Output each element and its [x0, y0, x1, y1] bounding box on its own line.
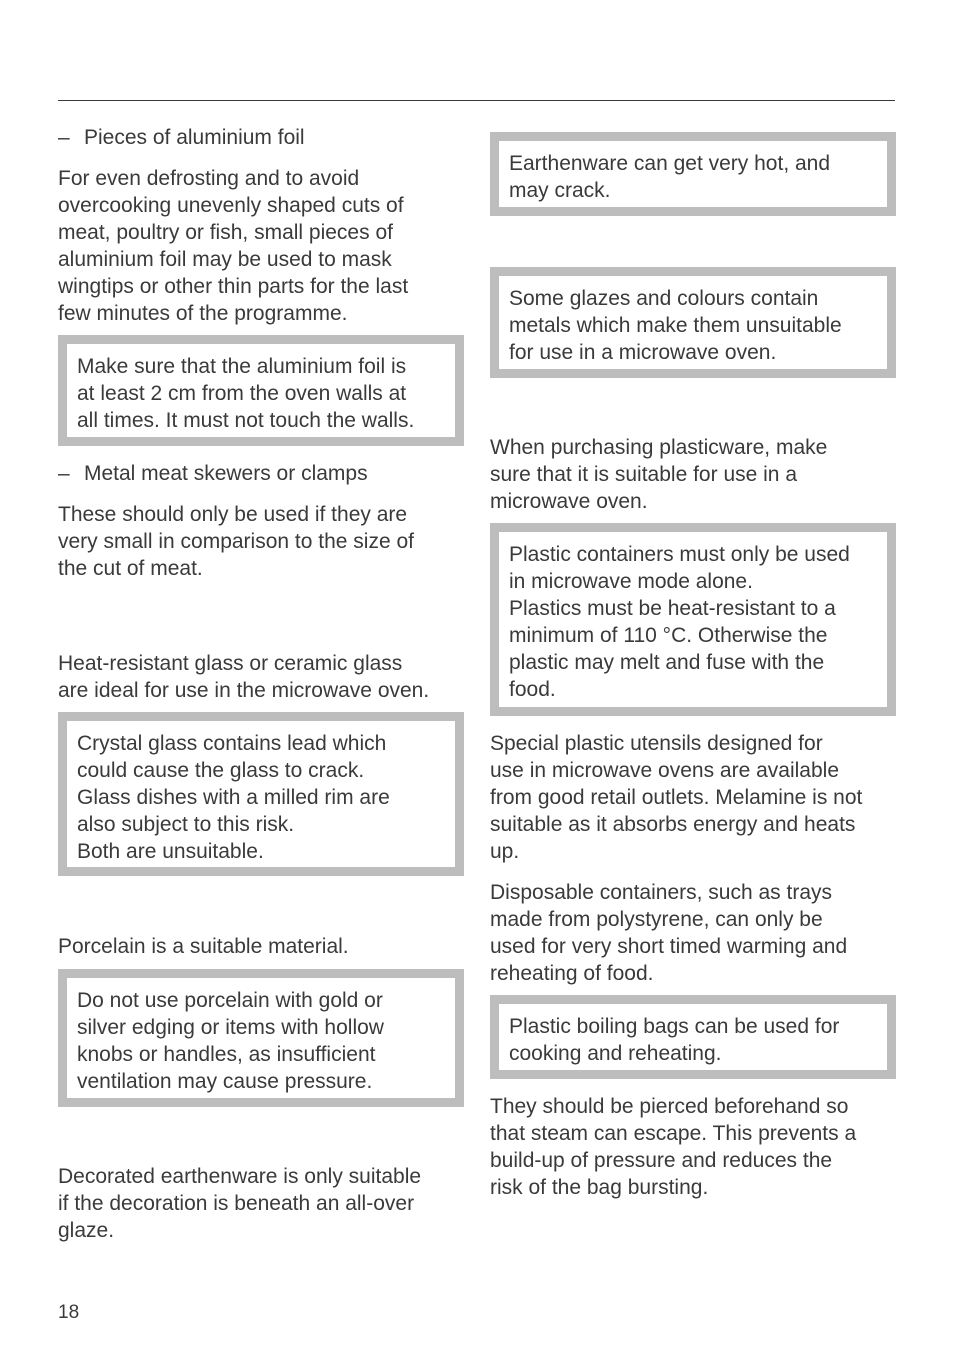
line: Plastic boiling bags can be used for [509, 1015, 840, 1038]
line: could cause the glass to crack. [77, 759, 365, 782]
paragraph-plasticware [490, 434, 827, 515]
line: are ideal for use in the microwave oven. [58, 679, 430, 702]
line: Earthenware can get very hot, and [509, 152, 831, 175]
line: very small in comparison to the size of [58, 530, 414, 553]
line: Do not use porcelain with gold or [77, 989, 383, 1012]
line: ventilation may cause pressure. [77, 1070, 373, 1093]
line: metals which make them unsuitable [509, 314, 842, 337]
line: up. [490, 840, 520, 863]
line: use in microwave ovens are available [490, 759, 840, 782]
line: that steam can escape. This prevents a [490, 1122, 857, 1145]
line: silver edging or items with hollow [77, 1016, 384, 1039]
paragraph-disposable [490, 879, 847, 987]
warning-text [509, 1013, 877, 1067]
line: minimum of 110 °C. Otherwise the [509, 624, 828, 647]
warning-text [77, 353, 445, 434]
line: For even defrosting and to avoid [58, 167, 360, 190]
line: food. [509, 678, 556, 701]
line: glaze. [58, 1219, 115, 1242]
line: wingtips or other thin parts for the last [58, 275, 409, 298]
dash-mark: – [58, 126, 70, 149]
line: reheating of food. [490, 962, 654, 985]
line: Special plastic utensils designed for [490, 732, 823, 755]
line: Porcelain is a suitable material. [58, 935, 349, 958]
line: aluminium foil may be used to mask [58, 248, 392, 271]
line: Plastic containers must only be used [509, 543, 850, 566]
line: Some glazes and colours contain [509, 287, 819, 310]
line: sure that it is suitable for use in a [490, 463, 797, 486]
line: microwave oven. [490, 490, 648, 513]
line: build-up of pressure and reduces the [490, 1149, 833, 1172]
line: all times. It must not touch the walls. [77, 409, 415, 432]
paragraph-glass [58, 650, 429, 704]
warning-box-glazes [490, 267, 896, 378]
paragraph-pierce-bags [490, 1093, 856, 1201]
line: made from polystyrene, can only be [490, 908, 823, 931]
line: also subject to this risk. [77, 813, 295, 836]
line: suitable as it absorbs energy and heats [490, 813, 856, 836]
line: Plastics must be heat-resistant to a [509, 597, 836, 620]
line: Glass dishes with a milled rim are [77, 786, 390, 809]
bullet-aluminium-foil [58, 124, 305, 151]
line: When purchasing plasticware, make [490, 436, 828, 459]
page-number: 18 [58, 1302, 80, 1323]
paragraph-porcelain [58, 933, 349, 960]
line: for use in a microwave oven. [509, 341, 777, 364]
warning-box-porcelain [58, 969, 464, 1107]
warning-text [509, 150, 877, 204]
line: Both are unsuitable. [77, 840, 264, 863]
warning-text [509, 541, 877, 703]
bullet-text: Metal meat skewers or clamps [84, 462, 368, 485]
line: used for very short timed warming and [490, 935, 848, 958]
line: at least 2 cm from the oven walls at [77, 382, 407, 405]
line: overcooking unevenly shaped cuts of [58, 194, 404, 217]
line: Decorated earthenware is only suitable [58, 1165, 422, 1188]
line: knobs or handles, as insufficient [77, 1043, 376, 1066]
paragraph-earthenware [58, 1163, 421, 1244]
warning-text [509, 285, 877, 366]
bullet-metal-skewers [58, 460, 368, 487]
line: meat, poultry or fish, small pieces of [58, 221, 393, 244]
dash-mark: – [58, 462, 70, 485]
line: plastic may melt and fuse with the [509, 651, 825, 674]
warning-box-plastic-containers [490, 523, 896, 716]
line: Make sure that the aluminium foil is [77, 355, 407, 378]
line: in microwave mode alone. [509, 570, 753, 593]
line: may crack. [509, 179, 611, 202]
warning-text [77, 987, 445, 1095]
paragraph-foil-usage [58, 165, 408, 327]
line: Crystal glass contains lead which [77, 732, 387, 755]
warning-box-boiling-bags [490, 995, 896, 1079]
line: the cut of meat. [58, 557, 203, 580]
header-rule [58, 100, 895, 101]
line: Heat-resistant glass or ceramic glass [58, 652, 403, 675]
paragraph-skewers [58, 501, 414, 582]
line: risk of the bag bursting. [490, 1176, 709, 1199]
line: These should only be used if they are [58, 503, 408, 526]
line: from good retail outlets. Melamine is not [490, 786, 863, 809]
warning-text [77, 730, 445, 865]
warning-box-earthenware [490, 132, 896, 216]
bullet-text: Pieces of aluminium foil [84, 126, 305, 149]
paragraph-special-plastic [490, 730, 862, 865]
line: cooking and reheating. [509, 1042, 722, 1065]
line: They should be pierced beforehand so [490, 1095, 849, 1118]
line: if the decoration is beneath an all-over [58, 1192, 415, 1215]
warning-box-foil [58, 335, 464, 446]
line: few minutes of the programme. [58, 302, 348, 325]
line: Disposable containers, such as trays [490, 881, 832, 904]
warning-box-crystal-glass [58, 712, 464, 876]
